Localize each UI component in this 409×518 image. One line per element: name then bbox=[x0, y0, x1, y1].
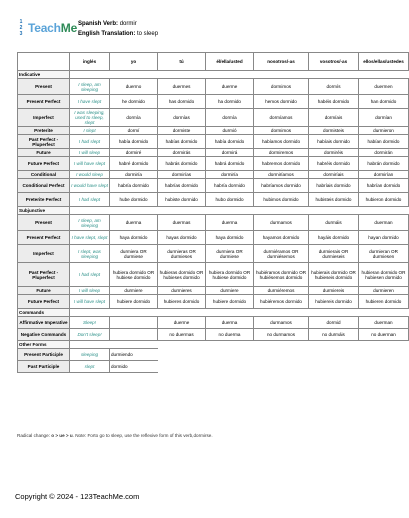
conjugation-cell: duermes bbox=[158, 79, 206, 95]
tense-label: Present Perfect bbox=[18, 95, 70, 109]
tense-label: Present Participle bbox=[18, 349, 70, 361]
conjugation-cell: no durmáis bbox=[309, 329, 359, 341]
section-title: Other Forms bbox=[18, 341, 70, 349]
conjugation-cell: habréis dormido bbox=[309, 157, 359, 171]
conjugation-cell: haya dormido bbox=[110, 231, 158, 245]
empty-cell bbox=[158, 349, 409, 361]
conjugation-cell: dormíamos bbox=[254, 109, 309, 127]
tense-label: Conditional bbox=[18, 171, 70, 179]
conjugation-cell: dormiríais bbox=[309, 171, 359, 179]
verb-line: Spanish Verb: dormir bbox=[78, 21, 137, 27]
conjugation-cell: duerma bbox=[110, 215, 158, 231]
conjugation-cell: han dormido bbox=[359, 95, 409, 109]
table-row bbox=[18, 135, 409, 149]
conjugation-cell: hubieren dormido bbox=[359, 295, 409, 309]
english-meaning: Sleep! bbox=[70, 317, 110, 329]
english-meaning: I will sleep bbox=[70, 287, 110, 295]
conjugation-cell: no durmamos bbox=[254, 329, 309, 341]
conjugation-cell: hubiere dormido bbox=[206, 295, 254, 309]
verb-header bbox=[78, 19, 158, 39]
conjugation-cell: durmió bbox=[206, 127, 254, 135]
conjugation-cell: hubiste dormido bbox=[158, 193, 206, 207]
conjugation-cell: dormiremos bbox=[254, 149, 309, 157]
table-row bbox=[18, 215, 409, 231]
conjugation-cell: hubieran dormido OR hubiesen dormido bbox=[359, 263, 409, 287]
conjugation-cell: duerman bbox=[359, 317, 409, 329]
conjugation-cell: durmamos bbox=[254, 317, 309, 329]
conjugation-cell: duermo bbox=[110, 79, 158, 95]
conjugation-cell: hayamos dormido bbox=[254, 231, 309, 245]
table-row bbox=[18, 349, 409, 361]
tense-label: Present bbox=[18, 215, 70, 231]
conjugation-cell: hemos dormido bbox=[254, 95, 309, 109]
table-row bbox=[18, 329, 409, 341]
conjugation-cell: había dormido bbox=[206, 135, 254, 149]
section-title: Indicative bbox=[18, 71, 70, 79]
conjugation-cell: hubiéremos dormido bbox=[254, 295, 309, 309]
conjugation-cell: haya dormido bbox=[206, 231, 254, 245]
conjugation-cell: durmieren bbox=[359, 287, 409, 295]
table-row bbox=[18, 95, 409, 109]
conjugation-cell: duermas bbox=[158, 215, 206, 231]
conjugation-cell: dormías bbox=[158, 109, 206, 127]
conjugation-cell: habían dormido bbox=[359, 135, 409, 149]
conjugation-cell: hubiere dormido bbox=[110, 295, 158, 309]
tense-label: Conditional Perfect bbox=[18, 179, 70, 193]
conjugation-cell: dormiríamos bbox=[254, 171, 309, 179]
conjugation-cell: durmáis bbox=[309, 215, 359, 231]
conjugation-cell: habría dormido bbox=[110, 179, 158, 193]
section-row bbox=[18, 309, 409, 317]
conjugation-cell: durmiera OR durmiese bbox=[206, 245, 254, 263]
table-row bbox=[18, 245, 409, 263]
header-row bbox=[18, 53, 409, 71]
section-title: Commands bbox=[18, 309, 70, 317]
english-meaning: I would sleep bbox=[70, 171, 110, 179]
column-header: nosotros/-as bbox=[254, 53, 309, 71]
conjugation-cell: dormido bbox=[110, 361, 158, 373]
english-meaning: I slept, was sleeping bbox=[70, 245, 110, 263]
column-header: vosotros/-as bbox=[309, 53, 359, 71]
english-meaning: Don't sleep! bbox=[70, 329, 110, 341]
english-meaning: I have slept bbox=[70, 95, 110, 109]
conjugation-cell bbox=[110, 317, 158, 329]
table-row bbox=[18, 231, 409, 245]
conjugation-cell: dormiría bbox=[110, 171, 158, 179]
table-row bbox=[18, 361, 409, 373]
footnote: Radical change: o > ue > u. Note: Forto go to sleep, use the reflexive form of this verb,dormirse. bbox=[17, 433, 213, 438]
conjugation-cell: dormíais bbox=[309, 109, 359, 127]
table-row bbox=[18, 109, 409, 127]
radical-change: o > ue > u bbox=[51, 433, 73, 438]
conjugation-cell: hubo dormido bbox=[206, 193, 254, 207]
conjugation-cell: dormid bbox=[309, 317, 359, 329]
conjugation-cell: dormisteis bbox=[309, 127, 359, 135]
logo-mark: 1 2 3 bbox=[19, 19, 23, 37]
tense-label: Future bbox=[18, 287, 70, 295]
conjugation-cell: hubieras dormido OR hubieses dormido bbox=[158, 263, 206, 287]
conjugation-cell: dormí bbox=[110, 127, 158, 135]
conjugation-cell: habías dormido bbox=[158, 135, 206, 149]
conjugation-cell: dormirá bbox=[206, 149, 254, 157]
conjugation-cell: durmiéramos OR durmiésemos bbox=[254, 245, 309, 263]
conjugation-cell: durmieres bbox=[158, 287, 206, 295]
conjugation-cell: habrás dormido bbox=[158, 157, 206, 171]
english-meaning: I slept bbox=[70, 127, 110, 135]
english-meaning: I will sleep bbox=[70, 149, 110, 157]
corner-cell bbox=[18, 53, 70, 71]
conjugation-cell: hubierais dormido OR hubieseis dormido bbox=[309, 263, 359, 287]
conjugation-cell: dormimos bbox=[254, 127, 309, 135]
conjugation-cell: durmierais OR durmieseis bbox=[309, 245, 359, 263]
conjugation-cell: dormían bbox=[359, 109, 409, 127]
conjugation-cell: dormiréis bbox=[309, 149, 359, 157]
conjugation-cell: habíamos dormido bbox=[254, 135, 309, 149]
conjugation-cell: duerman bbox=[359, 215, 409, 231]
column-header: ellos/ellas/ustedes bbox=[359, 53, 409, 71]
english-meaning: I will have slept bbox=[70, 157, 110, 171]
translation-value: to sleep bbox=[137, 31, 159, 37]
column-header: yo bbox=[110, 53, 158, 71]
table-row bbox=[18, 171, 409, 179]
section-row bbox=[18, 341, 409, 349]
conjugation-cell: hubiéramos dormido OR hubiésemos dormido bbox=[254, 263, 309, 287]
conjugation-cell: dormirían bbox=[359, 171, 409, 179]
table-row bbox=[18, 149, 409, 157]
tense-label: Future Perfect bbox=[18, 157, 70, 171]
conjugation-cell: dormiría bbox=[206, 171, 254, 179]
tense-label: Imperfect bbox=[18, 245, 70, 263]
table-row bbox=[18, 287, 409, 295]
logo-wordmark: TeachMe bbox=[28, 21, 78, 35]
section-row bbox=[18, 71, 409, 79]
english-meaning: sleeping bbox=[70, 349, 110, 361]
english-meaning: I had slept bbox=[70, 263, 110, 287]
conjugation-cell: habrán dormido bbox=[359, 157, 409, 171]
conjugation-cell: duermen bbox=[359, 79, 409, 95]
tense-label: Past Perfect - Pluperfect bbox=[18, 135, 70, 149]
tense-label: Present bbox=[18, 79, 70, 95]
conjugation-cell: duerma bbox=[206, 317, 254, 329]
conjugation-cell: durmiere bbox=[110, 287, 158, 295]
conjugation-cell: durmiereis bbox=[309, 287, 359, 295]
conjugation-cell: has dormido bbox=[158, 95, 206, 109]
conjugation-cell: hubiera dormido OR hubiese dormido bbox=[110, 263, 158, 287]
conjugation-cell: he dormido bbox=[110, 95, 158, 109]
table-row bbox=[18, 295, 409, 309]
table-row bbox=[18, 193, 409, 207]
conjugation-cell: duerma bbox=[206, 215, 254, 231]
conjugation-cell: no duerman bbox=[359, 329, 409, 341]
tense-label: Imperfect bbox=[18, 109, 70, 127]
english-meaning: I was sleeping, used to sleep, slept bbox=[70, 109, 110, 127]
conjugation-cell: durmiera OR durmiese bbox=[110, 245, 158, 263]
conjugation-cell: habrías dormido bbox=[158, 179, 206, 193]
conjugation-cell: habríamos dormido bbox=[254, 179, 309, 193]
conjugation-cell bbox=[110, 329, 158, 341]
conjugation-cell: habrá dormido bbox=[206, 157, 254, 171]
section-title: Subjunctive bbox=[18, 207, 70, 215]
english-meaning: I had slept bbox=[70, 135, 110, 149]
conjugation-cell: dormía bbox=[206, 109, 254, 127]
conjugation-cell: durmiéremos bbox=[254, 287, 309, 295]
tense-label: Preterite bbox=[18, 127, 70, 135]
section-spacer bbox=[70, 309, 409, 317]
empty-cell bbox=[158, 361, 409, 373]
copyright: Copyright © 2024 - 123TeachMe.com bbox=[15, 492, 140, 501]
conjugation-cell: dormía bbox=[110, 109, 158, 127]
conjugation-cell: dormiste bbox=[158, 127, 206, 135]
conjugation-cell: hayas dormido bbox=[158, 231, 206, 245]
section-spacer bbox=[70, 341, 409, 349]
english-meaning: I have slept, slept bbox=[70, 231, 110, 245]
conjugation-cell: hube dormido bbox=[110, 193, 158, 207]
english-meaning: I would have slept bbox=[70, 179, 110, 193]
column-header: tú bbox=[158, 53, 206, 71]
conjugation-cell: hayáis dormido bbox=[309, 231, 359, 245]
conjugation-cell: habremos dormido bbox=[254, 157, 309, 171]
conjugation-cell: dormirás bbox=[158, 149, 206, 157]
table-row bbox=[18, 263, 409, 287]
conjugation-cell: habrían dormido bbox=[359, 179, 409, 193]
conjugation-cell: duerme bbox=[158, 317, 206, 329]
verb-value: dormir bbox=[119, 21, 137, 27]
conjugation-cell: hubiereis dormido bbox=[309, 295, 359, 309]
conjugation-cell: hubieron dormido bbox=[359, 193, 409, 207]
conjugation-cell: no duerma bbox=[206, 329, 254, 341]
conjugation-cell: hubieres dormido bbox=[158, 295, 206, 309]
conjugation-cell: dormimos bbox=[254, 79, 309, 95]
conjugation-cell: duerme bbox=[206, 79, 254, 95]
table-row bbox=[18, 79, 409, 95]
translation-line: English Translation: to sleep bbox=[78, 31, 159, 37]
conjugation-cell: durmieran OR durmiesen bbox=[359, 245, 409, 263]
conjugation-cell: habéis dormido bbox=[309, 95, 359, 109]
conjugation-cell: durmieras OR durmieses bbox=[158, 245, 206, 263]
table-row bbox=[18, 179, 409, 193]
conjugation-cell: dormís bbox=[309, 79, 359, 95]
conjugation-cell: habría dormido bbox=[206, 179, 254, 193]
tense-label: Past Perfect - Pluperfect bbox=[18, 263, 70, 287]
conjugation-cell: dormirán bbox=[359, 149, 409, 157]
conjugation-cell: ha dormido bbox=[206, 95, 254, 109]
section-spacer bbox=[70, 207, 409, 215]
conjugation-cell: habíais dormido bbox=[309, 135, 359, 149]
english-meaning: I sleep, am sleeping bbox=[70, 215, 110, 231]
tense-label: Affirmative Imperative bbox=[18, 317, 70, 329]
english-meaning: slept bbox=[70, 361, 110, 373]
tense-label: Future bbox=[18, 149, 70, 157]
section-spacer bbox=[70, 71, 409, 79]
tense-label: Future Perfect bbox=[18, 295, 70, 309]
conjugation-table bbox=[17, 52, 409, 373]
english-meaning: I had slept bbox=[70, 193, 110, 207]
conjugation-cell: hubisteis dormido bbox=[309, 193, 359, 207]
conjugation-cell: hubiera dormido OR hubiese dormido bbox=[206, 263, 254, 287]
table-row bbox=[18, 157, 409, 171]
conjugation-cell: durmieron bbox=[359, 127, 409, 135]
table-body bbox=[18, 71, 409, 373]
conjugation-cell: habríais dormido bbox=[309, 179, 359, 193]
conjugation-cell: dormiré bbox=[110, 149, 158, 157]
conjugation-cell: hayan dormido bbox=[359, 231, 409, 245]
conjugation-cell: durmiendo bbox=[110, 349, 158, 361]
conjugation-cell: durmiere bbox=[206, 287, 254, 295]
conjugation-cell: hubimos dormido bbox=[254, 193, 309, 207]
conjugation-cell: había dormido bbox=[110, 135, 158, 149]
conjugation-cell: no duermas bbox=[158, 329, 206, 341]
logo bbox=[16, 17, 77, 39]
english-meaning: I sleep, am sleeping bbox=[70, 79, 110, 95]
table-row bbox=[18, 317, 409, 329]
section-row bbox=[18, 207, 409, 215]
conjugation-cell: dormirías bbox=[158, 171, 206, 179]
tense-label: Preterite Perfect bbox=[18, 193, 70, 207]
table-row bbox=[18, 127, 409, 135]
tense-label: Negative Commands bbox=[18, 329, 70, 341]
column-header: inglés bbox=[70, 53, 110, 71]
english-meaning: I will have slept bbox=[70, 295, 110, 309]
tense-label: Past Participle bbox=[18, 361, 70, 373]
column-header: él/ella/usted bbox=[206, 53, 254, 71]
conjugation-cell: durmamos bbox=[254, 215, 309, 231]
tense-label: Present Perfect bbox=[18, 231, 70, 245]
conjugation-cell: habré dormido bbox=[110, 157, 158, 171]
